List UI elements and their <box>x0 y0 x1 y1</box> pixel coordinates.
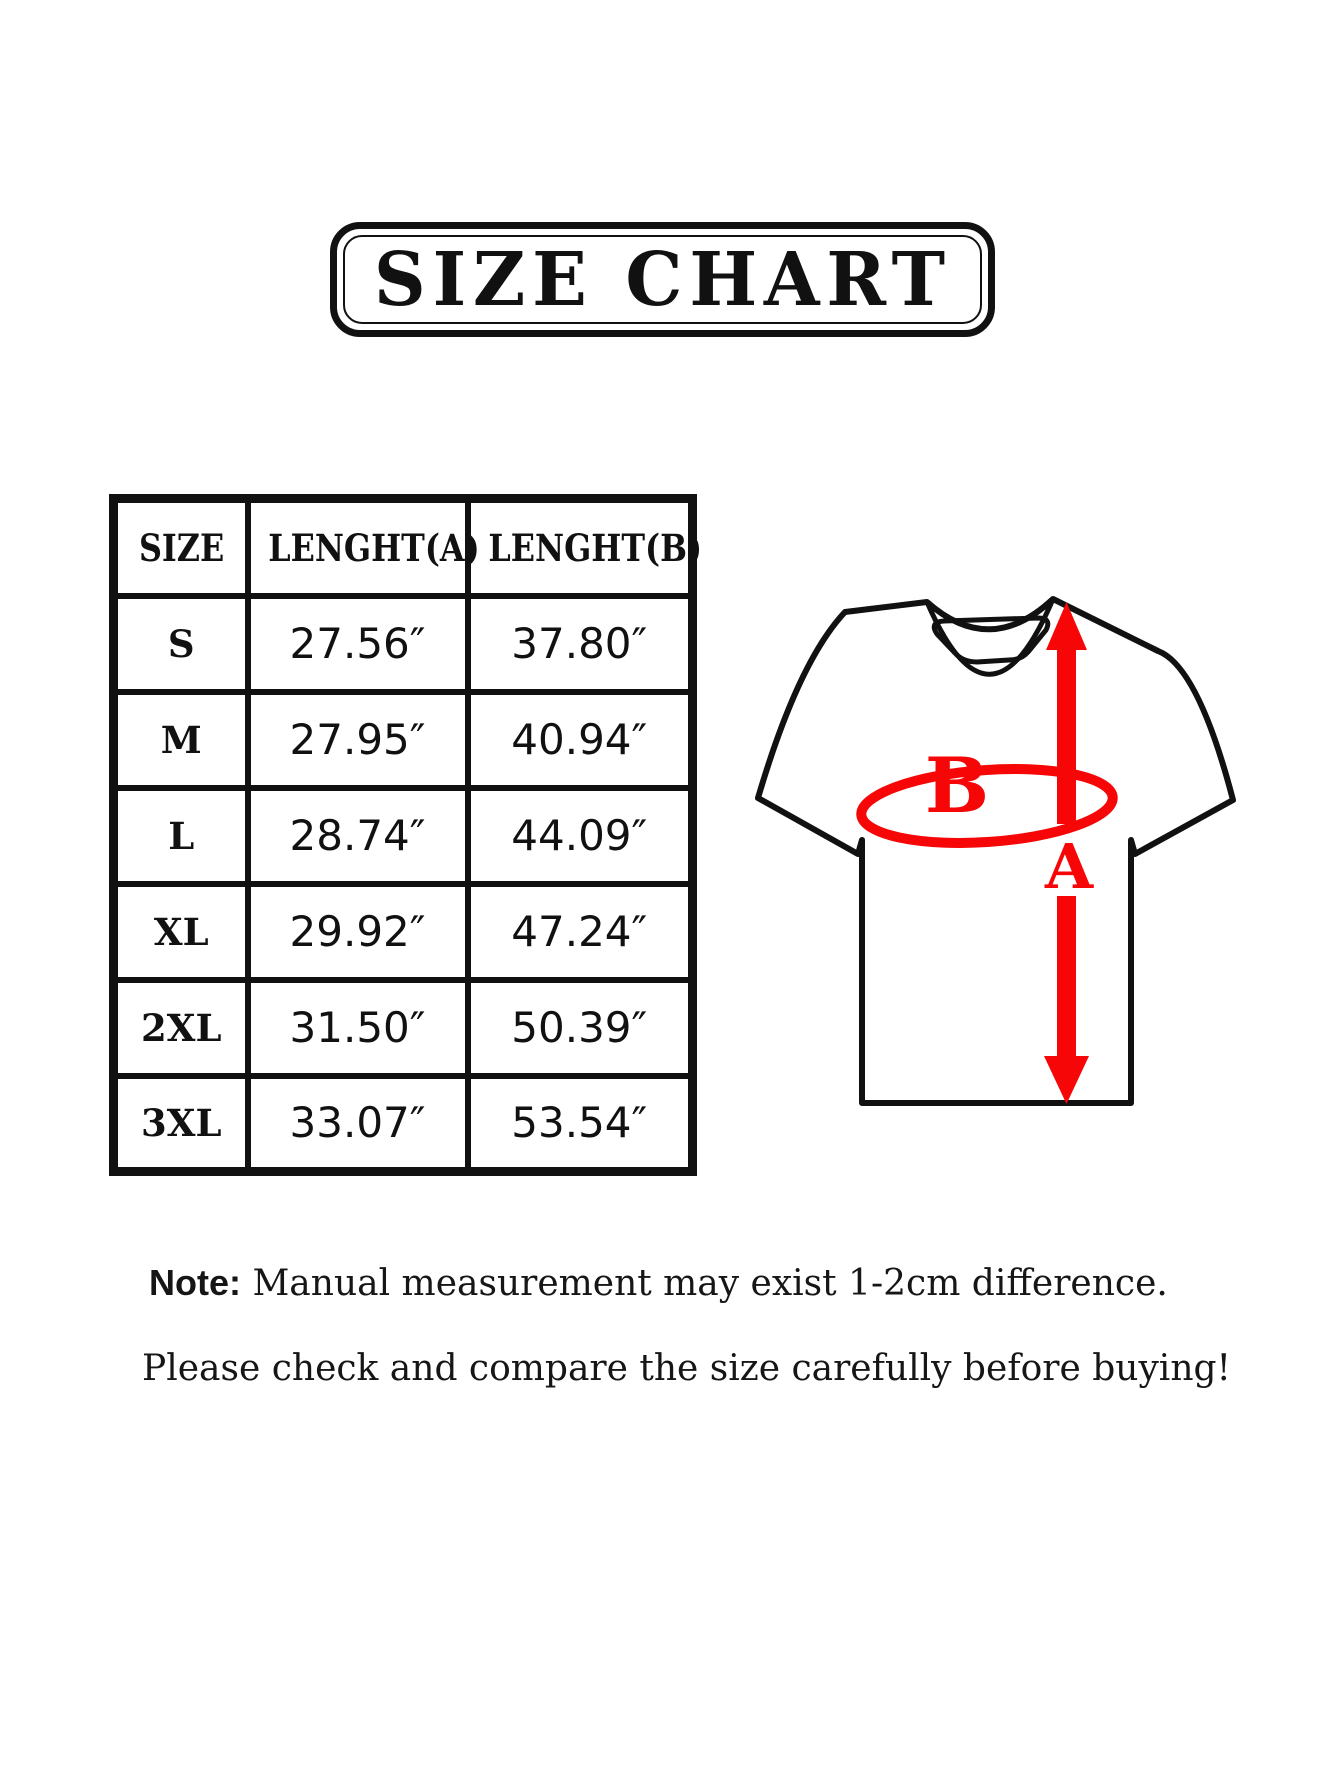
col-header-length-b: LENGHT(B) <box>468 499 693 596</box>
length-a-cell: 33.07″ <box>248 1076 468 1172</box>
length-a-cell: 27.95″ <box>248 692 468 788</box>
length-b-cell: 53.54″ <box>468 1076 693 1172</box>
tshirt-diagram <box>700 560 1280 1140</box>
length-a-cell: 31.50″ <box>248 980 468 1076</box>
size-table <box>109 494 702 1176</box>
table-row <box>114 980 693 1076</box>
size-cell: 2XL <box>114 980 248 1076</box>
table-row <box>114 884 693 980</box>
length-a-cell: 27.56″ <box>248 596 468 692</box>
table-row <box>114 1076 693 1172</box>
length-b-cell: 37.80″ <box>468 596 693 692</box>
length-b-cell: 50.39″ <box>468 980 693 1076</box>
note-line-2: Please check and compare the size carefully before buying! <box>142 1348 1232 1389</box>
page-title: SIZE CHART <box>373 236 952 323</box>
title-box <box>330 222 995 337</box>
size-cell: XL <box>114 884 248 980</box>
size-cell: 3XL <box>114 1076 248 1172</box>
length-a-cell: 28.74″ <box>248 788 468 884</box>
label-a: A <box>1044 830 1094 903</box>
size-cell: S <box>114 596 248 692</box>
table-row <box>114 596 693 692</box>
size-cell: L <box>114 788 248 884</box>
arrow-shaft-top <box>1057 644 1076 824</box>
length-b-cell: 40.94″ <box>468 692 693 788</box>
size-cell: M <box>114 692 248 788</box>
length-b-cell: 47.24″ <box>468 884 693 980</box>
length-b-cell: 44.09″ <box>468 788 693 884</box>
note-text: Manual measurement may exist 1-2cm difference. <box>241 1263 1168 1304</box>
table-row <box>114 692 693 788</box>
table-header-row <box>114 499 693 596</box>
label-b: B <box>924 741 990 830</box>
table-row <box>114 788 693 884</box>
note-prefix: Note: <box>149 1262 241 1303</box>
arrow-shaft-bottom <box>1057 896 1076 1062</box>
note-line-1 <box>149 1262 1168 1304</box>
col-header-length-a: LENGHT(A) <box>248 499 468 596</box>
length-a-cell: 29.92″ <box>248 884 468 980</box>
col-header-size: SIZE <box>114 499 248 596</box>
